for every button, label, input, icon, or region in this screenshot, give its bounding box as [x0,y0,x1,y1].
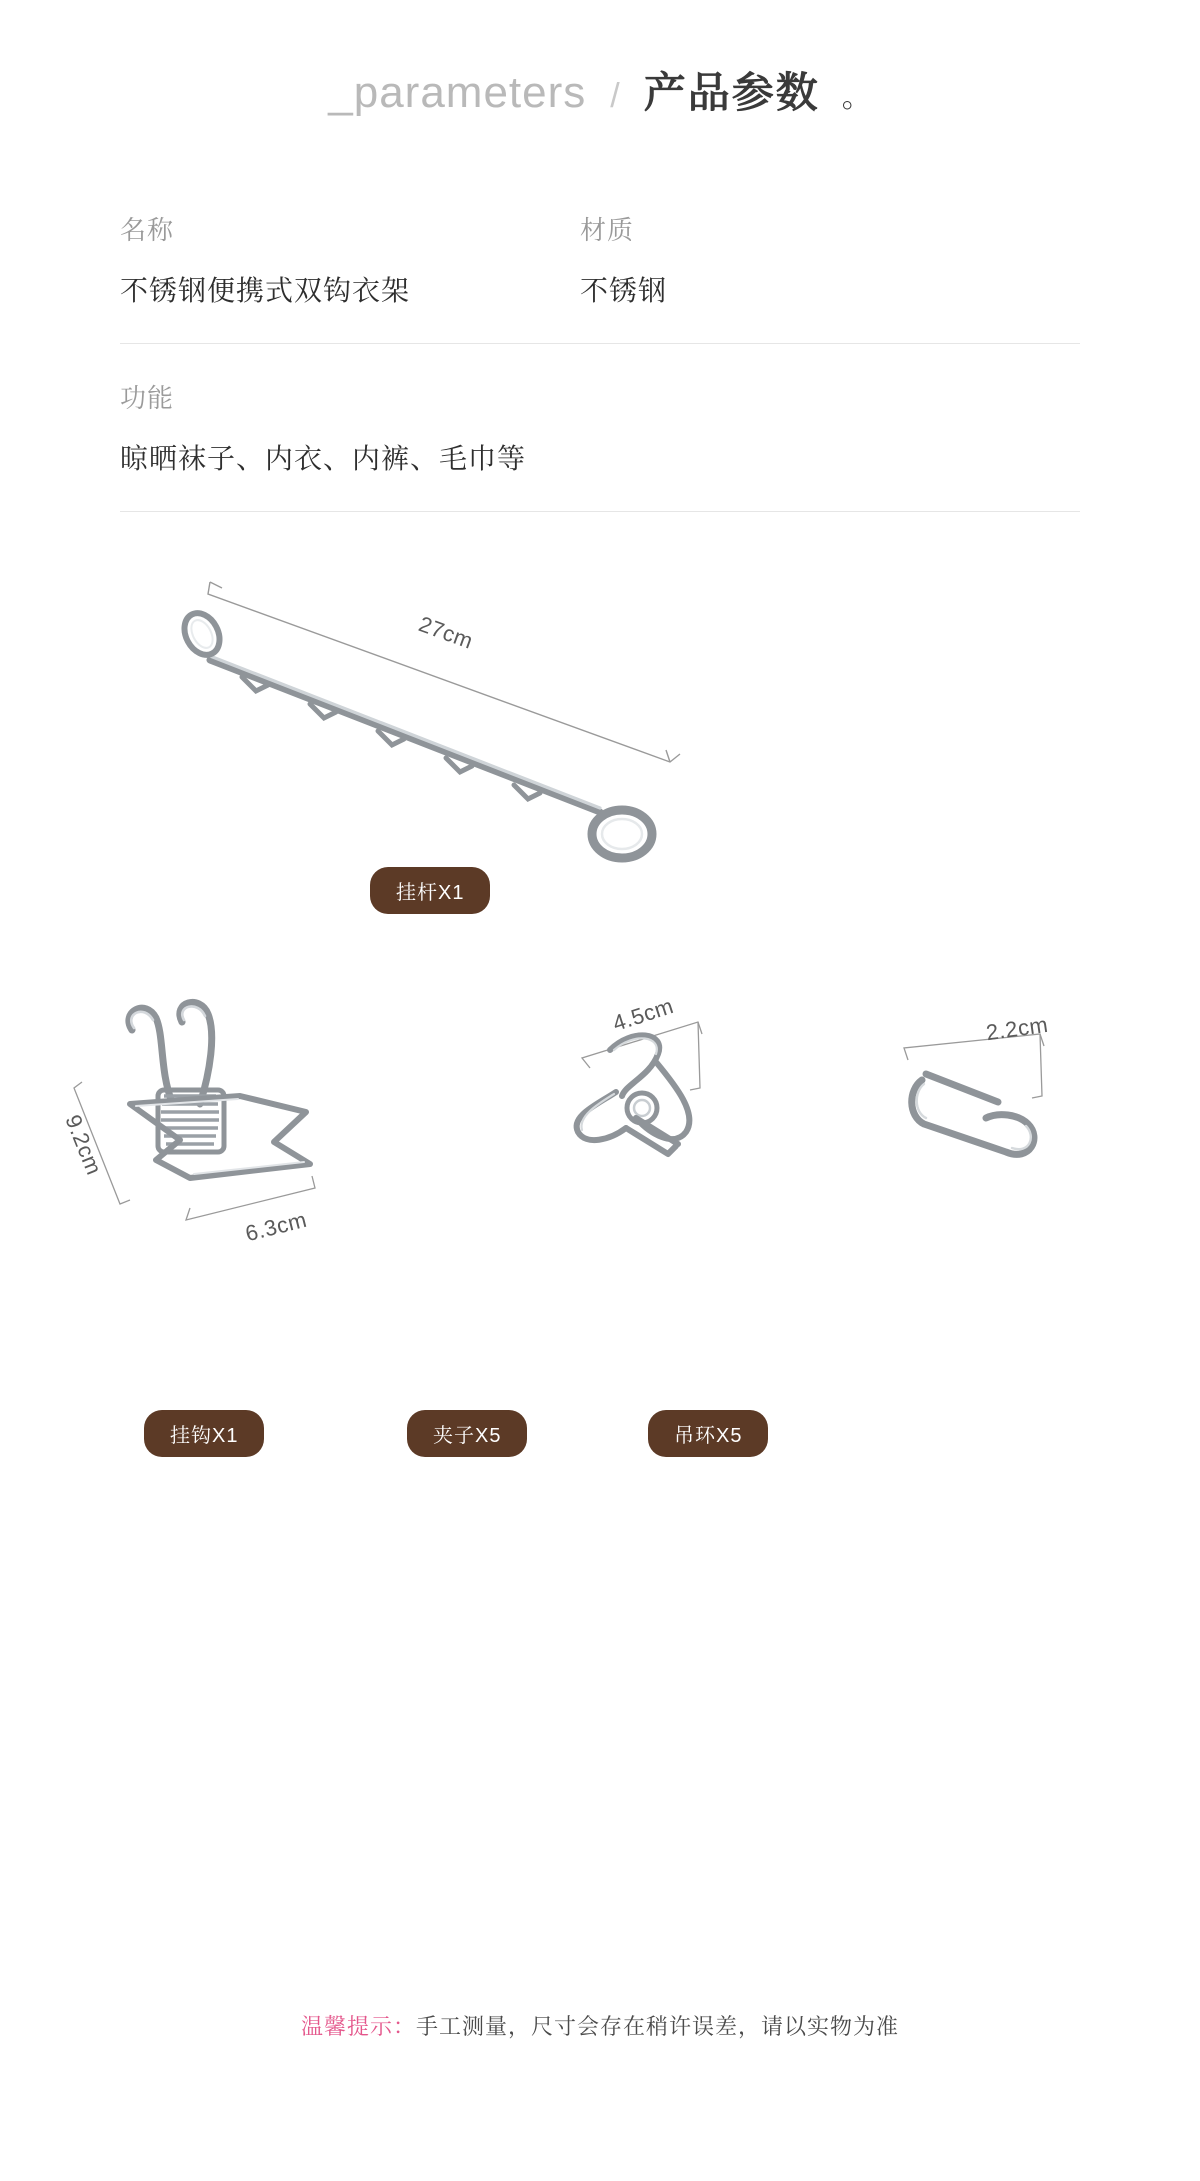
label-clip-wrap [407,1410,527,1457]
footer-tip-text: 手工测量，尺寸会存在稍许误差，请以实物为准 [416,2014,900,2039]
footer-tip-label: 温馨提示： [300,2014,416,2039]
dimension-ring-length: 2.2cm [984,1011,1050,1046]
label-hook: 挂钩X1 [144,1410,264,1457]
title-separator: / [610,77,620,115]
dimension-hook-height: 9.2cm [60,1111,107,1179]
spec-label: 功能 [120,383,175,413]
figure-hanging-rod [150,572,750,902]
figure-clip [550,992,810,1222]
title-dot: 。 [841,81,872,114]
spec-value: 不锈钢便携式双钩衣架 [120,275,411,306]
spec-label: 材质 [580,215,635,245]
label-hanging-ring-wrap [648,1410,768,1457]
spec-cell-name [120,210,580,309]
spec-value: 不锈钢 [580,275,668,306]
figure-hook [60,992,390,1252]
page-title-en: _parameters [328,68,587,117]
page-title-cn: 产品参数 [643,69,820,116]
label-clip: 夹子X5 [407,1410,527,1457]
product-figures [0,572,1200,1652]
spec-table [120,210,1080,512]
clip-illustration [550,992,810,1222]
page-header [0,0,1200,120]
dimension-clip-length: 4.5cm [609,992,677,1037]
label-hanging-rod: 挂杆X1 [370,867,490,914]
hook-illustration [60,992,390,1252]
dimension-hook-width: 6.3cm [242,1206,310,1247]
spec-label: 名称 [120,215,175,245]
dimension-rod-length: 27cm [415,611,477,654]
footer-note [0,2010,1200,2041]
spec-value: 晾晒袜子、内衣、内裤、毛巾等 [120,443,527,474]
spec-row [120,378,1080,512]
spec-cell-material [580,210,1040,309]
label-hanging-ring: 吊环X5 [648,1410,768,1457]
spec-cell-function [120,378,580,477]
figure-hanging-ring [890,1012,1130,1212]
label-hanging-rod-wrap [370,867,490,914]
spec-row [120,210,1080,344]
label-hook-wrap [144,1410,264,1457]
